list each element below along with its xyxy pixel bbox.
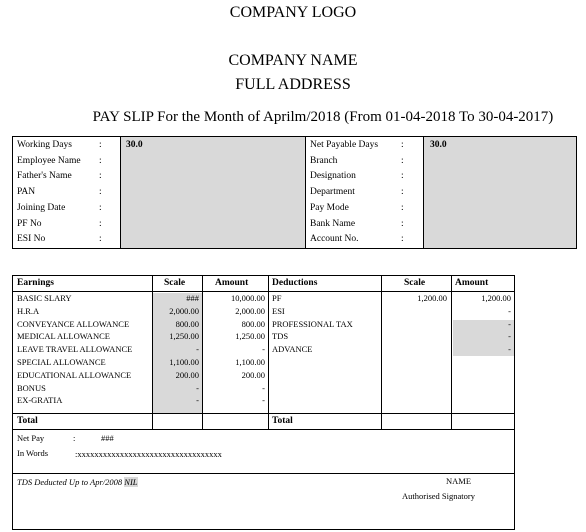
signatory-title: Authorised Signatory	[402, 491, 475, 501]
earning-label: EDUCATIONAL ALLOWANCE	[17, 369, 132, 380]
deduction-amount: -	[508, 344, 511, 355]
working-days-value: 30.0	[126, 140, 143, 150]
col-line	[268, 276, 269, 429]
left-info-colon: :	[99, 202, 102, 213]
deduction-label: ADVANCE	[272, 344, 313, 355]
in-words-value: :xxxxxxxxxxxxxxxxxxxxxxxxxxxxxxxxxx	[75, 449, 222, 459]
earning-scale: -	[196, 395, 199, 406]
earning-amount: -	[262, 344, 265, 355]
earning-scale: 200.00	[175, 369, 199, 380]
row-line	[13, 429, 514, 430]
left-info-colon: :	[99, 171, 102, 182]
earning-amount: 2,000.00	[235, 305, 265, 316]
left-info-label: Employee Name	[17, 155, 81, 166]
right-info-colon: :	[401, 234, 404, 245]
net-pay-value: ###	[101, 433, 114, 443]
earning-scale: ###	[186, 293, 199, 303]
tds-value: NIL	[124, 477, 138, 487]
right-info-label: Bank Name	[310, 218, 356, 229]
right-info-colon: :	[401, 171, 404, 182]
right-info-colon: :	[401, 155, 404, 166]
info-shade-left	[120, 137, 305, 248]
earnings-deductions-table	[12, 275, 515, 530]
earning-label: BONUS	[17, 382, 46, 393]
net-payable-days-value: 30.0	[430, 140, 447, 150]
net-pay-colon: :	[73, 433, 76, 443]
earning-scale: -	[196, 344, 199, 355]
earning-label: MEDICAL ALLOWANCE	[17, 331, 110, 342]
deduction-label: PROFESSIONAL TAX	[272, 318, 353, 329]
left-info-colon: :	[99, 140, 102, 150]
earning-label: BASIC SLARY	[17, 293, 72, 303]
tds-note	[17, 477, 138, 487]
tds-note-text: TDS Deducted Up to Apr/2008	[17, 477, 123, 487]
info-divider	[423, 137, 424, 248]
earning-label: LEAVE TRAVEL ALLOWANCE	[17, 344, 133, 355]
right-info-colon: :	[401, 140, 404, 150]
left-info-label: Father's Name	[17, 171, 72, 182]
scale-header: Scale	[164, 278, 186, 288]
earning-scale: 1,250.00	[169, 331, 199, 342]
deduction-scale-header: Scale	[404, 278, 426, 288]
amount-header: Amount	[215, 278, 249, 288]
deductions-total-label: Total	[272, 416, 293, 426]
right-info-label: Branch	[310, 155, 338, 166]
signatory-name: NAME	[446, 476, 472, 486]
right-info-label: Pay Mode	[310, 202, 349, 213]
left-info-label: Working Days	[17, 140, 72, 150]
row-line	[13, 413, 514, 414]
right-info-colon: :	[401, 218, 404, 229]
right-info-label: Department	[310, 187, 355, 198]
info-shade-right	[423, 137, 576, 248]
earning-label: H.R.A	[17, 305, 40, 316]
right-info-label: Net Payable Days	[310, 140, 379, 150]
earning-amount: 1,100.00	[235, 357, 265, 367]
deduction-label: PF	[272, 293, 282, 303]
company-address: FULL ADDRESS	[235, 76, 351, 93]
info-divider	[305, 137, 306, 248]
deduction-label: ESI	[272, 305, 285, 316]
earning-amount: 1,250.00	[235, 331, 265, 342]
info-divider	[120, 137, 121, 248]
earning-amount: -	[262, 382, 265, 393]
deduction-amount: -	[508, 305, 511, 316]
left-info-label: PAN	[17, 187, 36, 198]
net-pay-label: Net Pay	[17, 433, 45, 443]
right-info-colon: :	[401, 187, 404, 198]
deductions-header: Deductions	[272, 278, 318, 288]
deduction-amount: -	[508, 318, 511, 329]
left-info-colon: :	[99, 155, 102, 166]
earning-scale: 800.00	[175, 318, 199, 329]
earning-amount: -	[262, 395, 265, 406]
deduction-label: TDS	[272, 331, 289, 342]
deduction-amount: -	[508, 331, 511, 342]
right-info-label: Designation	[310, 171, 356, 182]
row-line	[13, 473, 514, 474]
left-info-colon: :	[99, 218, 102, 229]
earning-label: EX-GRATIA	[17, 395, 63, 406]
earning-scale: 2,000.00	[169, 305, 199, 316]
company-name: COMPANY NAME	[228, 52, 358, 69]
employee-info-box	[12, 136, 577, 249]
right-info-label: Account No.	[310, 234, 359, 245]
earning-amount: 800.00	[241, 318, 265, 329]
in-words-label: In Words	[17, 448, 49, 458]
earning-amount: 200.00	[241, 369, 265, 380]
earning-amount: 10,000.00	[231, 293, 265, 303]
right-info-colon: :	[401, 202, 404, 213]
company-logo-text: COMPANY LOGO	[229, 4, 357, 21]
left-info-colon: :	[99, 187, 102, 198]
left-info-label: Joining Date	[17, 202, 66, 213]
payslip-title: PAY SLIP For the Month of Aprilm/2018 (From 01-04-2018 To 30-04-2017)	[92, 109, 554, 125]
deduction-amount: 1,200.00	[481, 293, 511, 303]
earning-scale: 1,100.00	[169, 357, 199, 367]
earning-label: SPECIAL ALLOWANCE	[17, 357, 106, 367]
left-info-colon: :	[99, 234, 102, 245]
earning-scale: -	[196, 382, 199, 393]
row-line	[13, 291, 514, 292]
left-info-label: PF No	[17, 218, 42, 229]
deduction-amount-header: Amount	[455, 278, 489, 288]
earning-label: CONVEYANCE ALLOWANCE	[17, 318, 130, 329]
earnings-total-label: Total	[17, 416, 38, 426]
left-info-label: ESI No	[17, 234, 46, 245]
deduction-scale: 1,200.00	[417, 293, 447, 303]
earnings-header: Earnings	[17, 278, 54, 288]
